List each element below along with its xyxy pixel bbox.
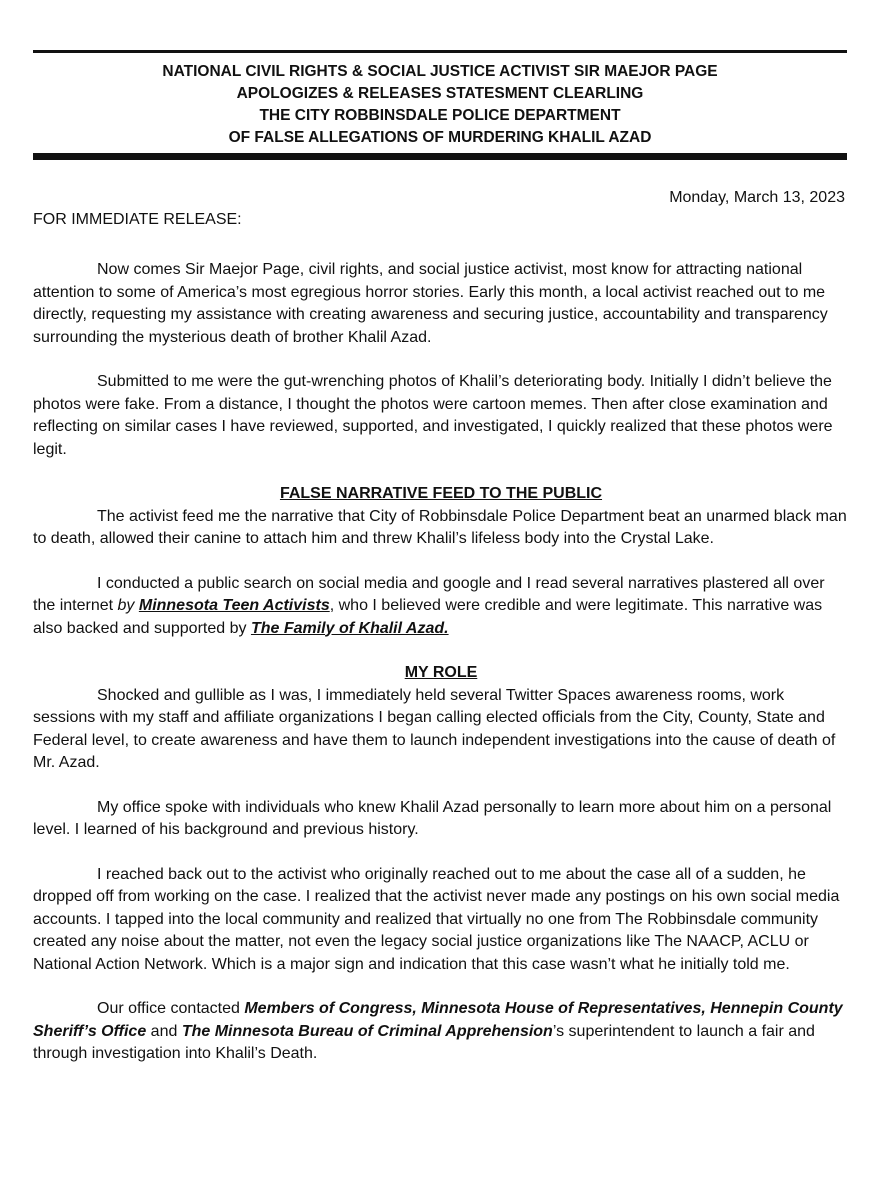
section-title-false-narrative: FALSE NARRATIVE FEED TO THE PUBLIC <box>279 485 603 502</box>
paragraph-3: The activist feed me the narrative that City of Robbinsdale Police Department beat an unarmed black man to death, allowed their canine to attach him and threw Khalil’s lifeless body into the Crystal Lake. <box>33 507 847 547</box>
header-bottom-rule <box>33 153 847 160</box>
p4-by: by <box>117 597 135 614</box>
headline-line-4: OF FALSE ALLEGATIONS OF MURDERING KHALIL AZAD <box>228 129 652 146</box>
release-date: Monday, March 13, 2023 <box>669 189 845 206</box>
paragraph-5: Shocked and gullible as I was, I immediately held several Twitter Spaces awareness rooms, work sessions with my staff and affiliate organizations I began calling elected officials from the City, County, State and Federal level, to create awareness and have them to launch independent investigations into the cause of death of Mr. Azad. <box>33 686 836 771</box>
headline-line-3: THE CITY ROBBINSDALE POLICE DEPARTMENT <box>259 107 621 124</box>
headline <box>33 61 847 149</box>
p4-text-2: , who I believed were credible and were legitimate. This narrative was also backed and supported by <box>33 597 823 637</box>
p8-text-2: and <box>146 1022 182 1040</box>
release-label: FOR IMMEDIATE RELEASE: <box>33 211 242 228</box>
paragraph-7: I reached back out to the activist who originally reached out to me about the case all of a sudden, he dropped off from working on the case. I realized that the activist never made any postings on his own social media accounts. I tapped into the local community and realized that virtually no one from The Robbinsdale community created any noise about the matter, not even the legacy social justice organizations like The NAACP, ACLU or National Action Network. Which is a major sign and indication that this case wasn’t what he initially told me. <box>33 865 840 973</box>
minnesota-teen-activists-link[interactable]: Minnesota Teen Activists <box>138 597 330 614</box>
family-of-khalil-azad-link[interactable]: The Family of Khalil Azad. <box>250 619 449 637</box>
paragraph-2: Submitted to me were the gut-wrenching photos of Khalil’s deteriorating body. Initially I didn’t believe the photos were fake. From a distance, I thought the photos were cartoon memes. Then after close examination and reflecting on similar cases I have reviewed, supported, and investigated, I quickly realized that these photos were legit. <box>33 373 833 458</box>
paragraph-6: My office spoke with individuals who knew Khalil Azad personally to learn more about him on a personal level. I learned of his background and previous history. <box>33 798 832 838</box>
p8-bold-2: The Minnesota Bureau of Criminal Apprehension <box>181 1022 553 1040</box>
p8-bold-1: Members of Congress, Minnesota House of Representatives, Hennepin County Sheriff’s Office <box>33 1000 843 1040</box>
document-body <box>33 259 849 1066</box>
headline-line-1: NATIONAL CIVIL RIGHTS & SOCIAL JUSTICE ACTIVIST SIR MAEJOR PAGE <box>162 63 718 80</box>
paragraph-4 <box>33 573 849 641</box>
paragraph-8 <box>33 998 849 1066</box>
p8-text-3: ’s superintendent to launch a fair and through investigation into Khalil’s Death. <box>33 1022 815 1062</box>
p4-text-1: I conducted a public search on social media and google and I read several narratives plastered all over the internet <box>33 574 825 614</box>
section-title-my-role: MY ROLE <box>404 664 478 681</box>
headline-line-2: APOLOGIZES & RELEASES STATESMENT CLEARLING <box>236 85 644 102</box>
p8-text-1: Our office contacted <box>97 1000 245 1017</box>
header-top-rule <box>33 50 847 53</box>
paragraph-1: Now comes Sir Maejor Page, civil rights, and social justice activist, most know for attracting national attention to some of America’s most egregious horror stories. Early this month, a local activist reached out to me directly, requesting my assistance with creating awareness and securing justice, accountability and transparency surrounding the mysterious death of brother Khalil Azad. <box>33 261 828 346</box>
